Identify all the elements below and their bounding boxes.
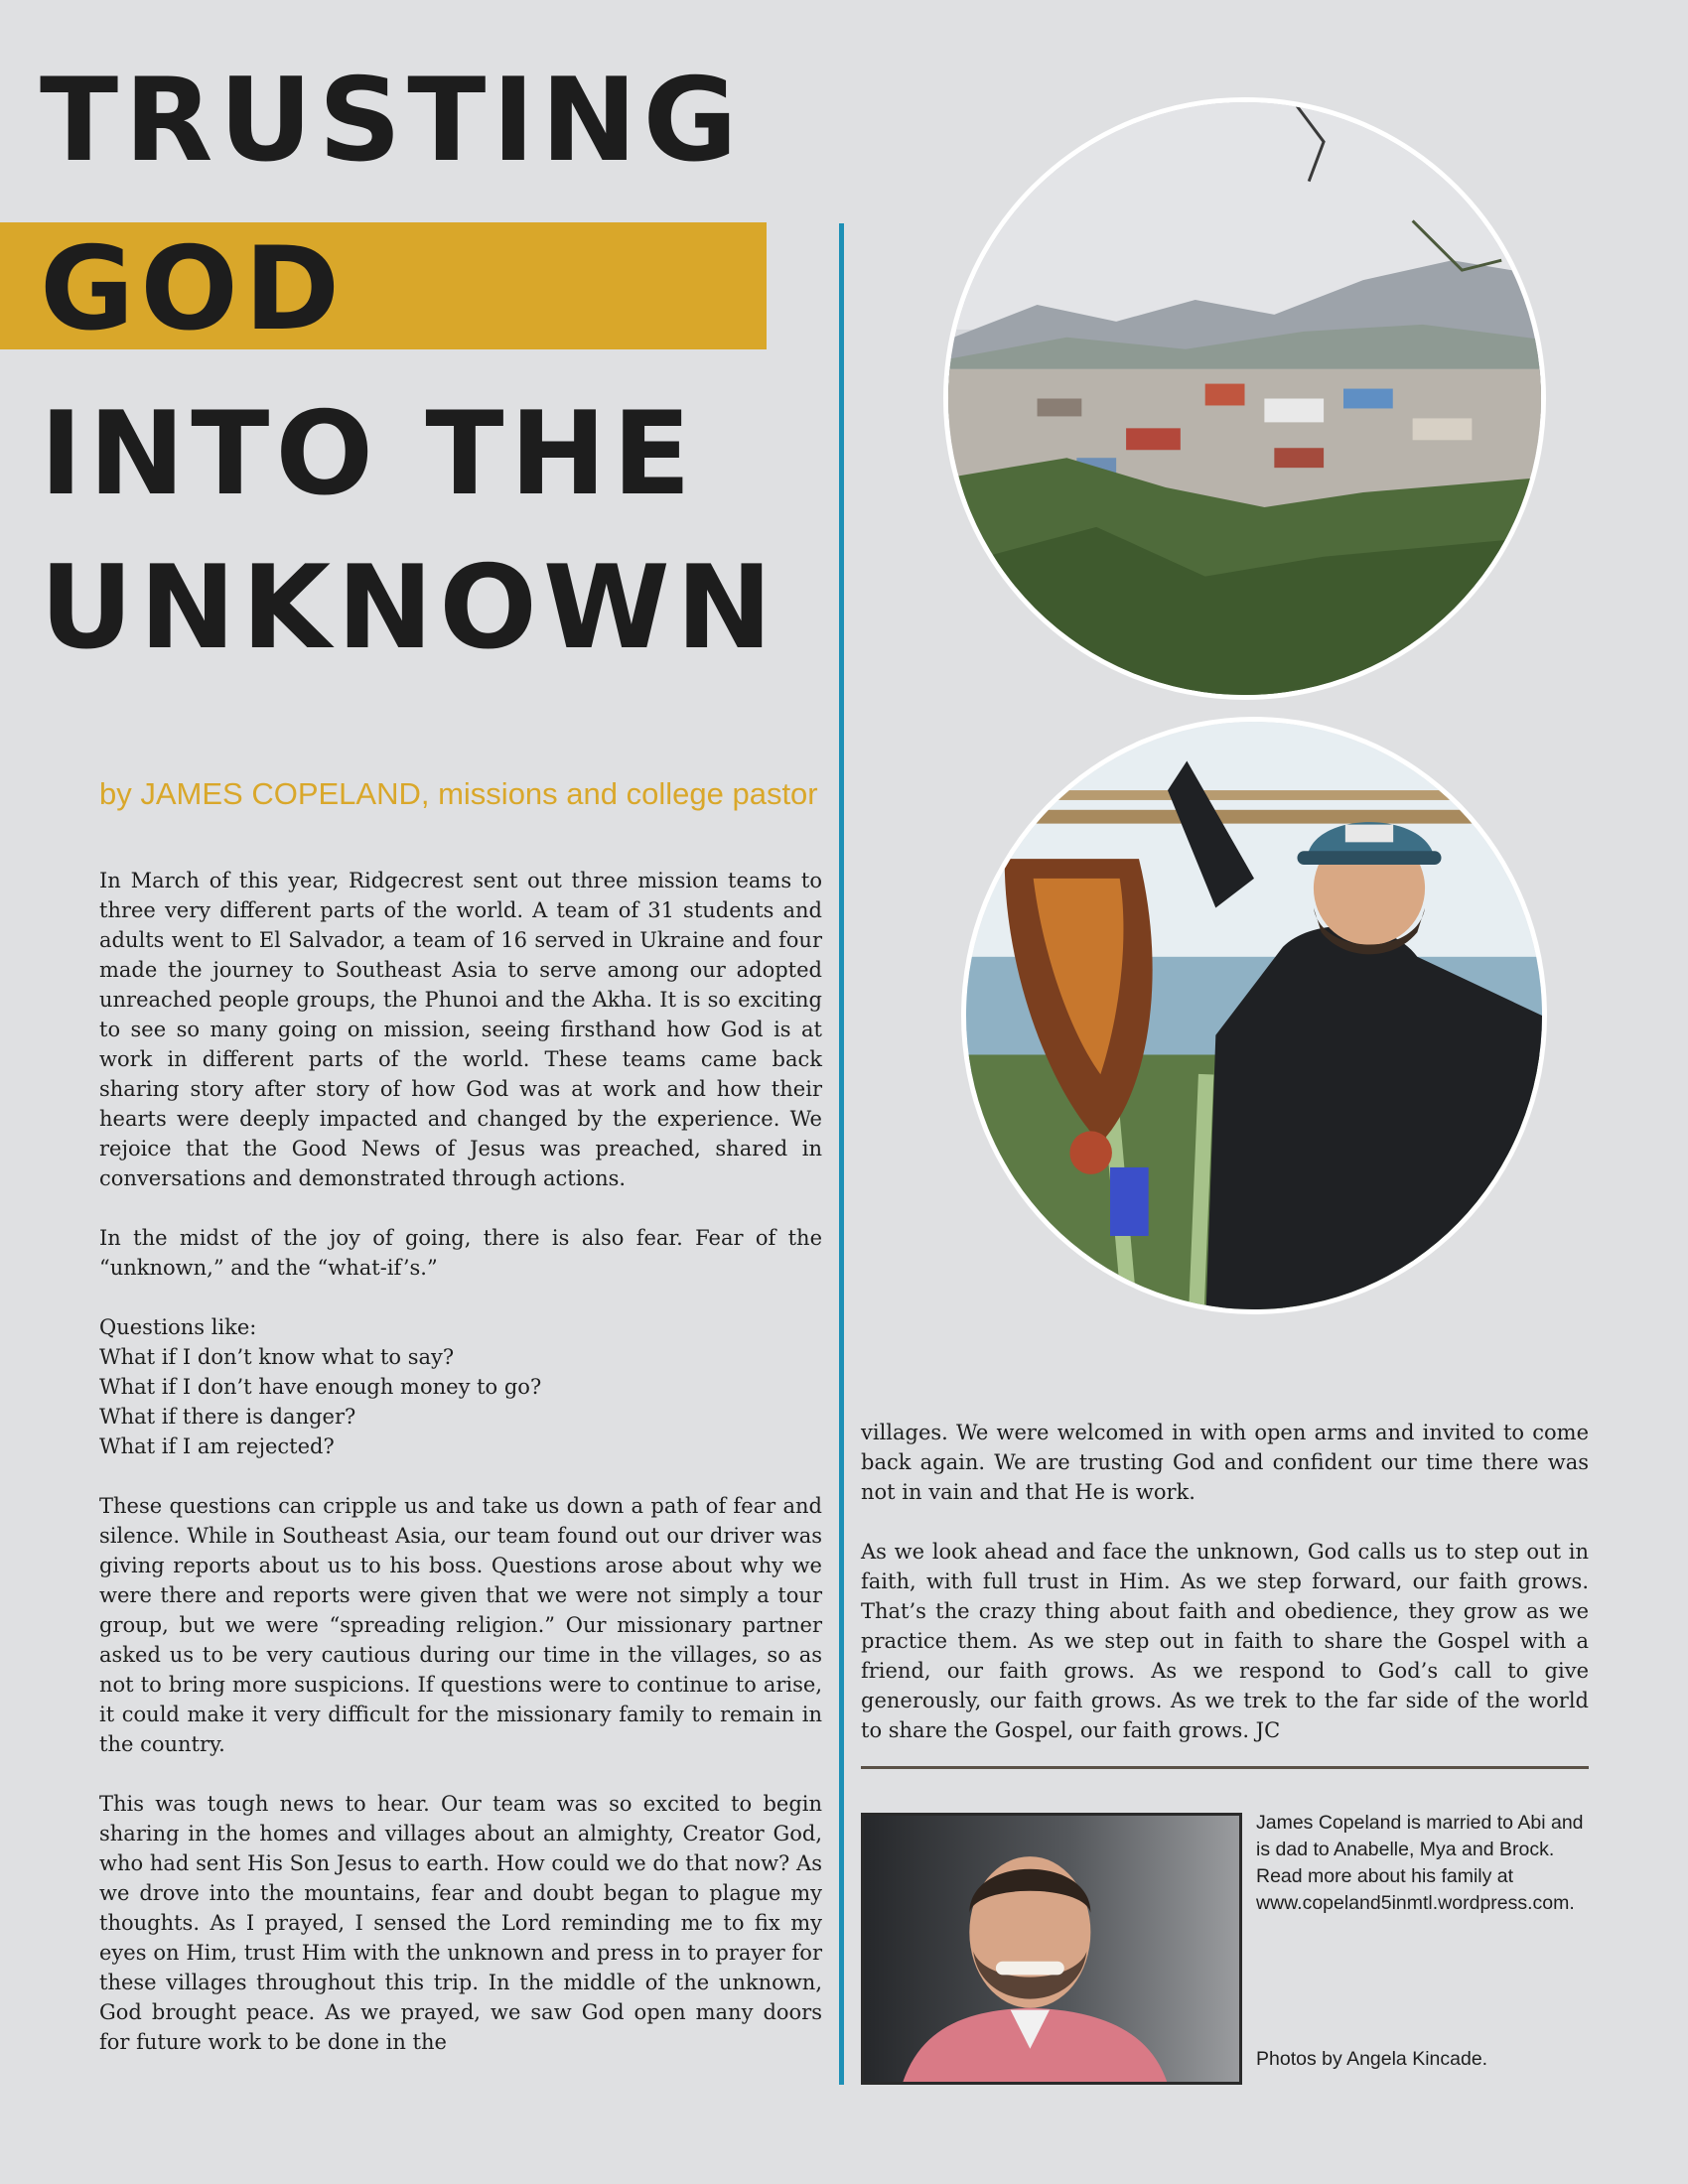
question-item: What if I don’t have enough money to go? — [99, 1375, 542, 1399]
author-headshot-photo — [861, 1813, 1242, 2085]
article-paragraph: villages. We were welcomed in with open arms and invited to come back again. We are trusting God and confident our time there was not in vain and that He is work. — [861, 1421, 1589, 1504]
article-column-right — [861, 1418, 1589, 1775]
headline-line-2: GOD — [40, 222, 347, 356]
byline: by JAMES COPELAND, missions and college pastor — [99, 776, 818, 811]
question-item: What if there is danger? — [99, 1405, 356, 1429]
author-bio: James Copeland is married to Abi and is dad to Anabelle, Mya and Brock. Read more about his family at www.copeland5inmtl.wordpress.com. — [1256, 1812, 1584, 1914]
question-item: What if I don’t know what to say? — [99, 1345, 455, 1369]
town-landscape-photo — [943, 97, 1546, 700]
article-paragraph: In March of this year, Ridgecrest sent out three mission teams to three very different parts of the world. A team of 31 students and adults went to El Salvador, a team of 16 served in Ukraine and four made the journey to Southeast Asia to serve among our adopted unreached people groups, the Phunoi and the Akha. It is so exciting to see so many going on mission, seeing firsthand how God is at work in different parts of the world. These teams came back sharing story after story of how God was at work and how their hearts were deeply impacted and changed by the experience. We rejoice that the Good News of Jesus was preached, shared in conversations and demonstrated through actions. — [99, 869, 822, 1190]
pastor-with-rooster-photo — [961, 717, 1547, 1314]
question-list — [99, 1312, 822, 1461]
article-column-left — [99, 866, 822, 2087]
bio-divider — [861, 1766, 1589, 1769]
column-divider — [839, 223, 844, 2085]
article-paragraph: As we look ahead and face the unknown, God calls us to step out in faith, with full trust in Him. As we step forward, our faith grows. That’s the crazy thing about faith and obedience, they grow as we practice them. As we step out in faith to share the Gospel with a friend, our faith grows. As we respond to God’s call to give generously, our faith grows. As we trek to the far side of the world to share the Gospel, our faith grows. JC — [861, 1540, 1589, 1742]
article-paragraph: This was tough news to hear. Our team was so excited to begin sharing in the homes and villages about an almighty, Creator God, who had sent His Son Jesus to earth. How could we do that now? As we drove into the mountains, fear and doubt began to plague my thoughts. As I prayed, I sensed the Lord reminding me to fix my eyes on Him, trust Him with the unknown and press in to prayer for these villages throughout this trip. In the middle of the unknown, God brought peace. As we prayed, we saw God open many doors for future work to be done in the — [99, 1792, 822, 2054]
photo-credit: Photos by Angela Kincade. — [1256, 2048, 1488, 2070]
article-paragraph: These questions can cripple us and take us down a path of fear and silence. While in Southeast Asia, our team found out our driver was giving reports about us to his boss. Questions arose about why we were there and reports were given that we were not simply a tour group, but we were “spreading religion.” Our missionary partner asked us to be very cautious during our time in the villages, so as not to bring more suspicions. If questions were to continue to arise, it could make it very difficult for the missionary family to remain in the country. — [99, 1494, 822, 1756]
question-intro: Questions like: — [99, 1315, 257, 1339]
headline-line-4: UNKNOWN — [40, 541, 778, 675]
article-paragraph: In the midst of the joy of going, there is also fear. Fear of the “unknown,” and the “what-if’s.” — [99, 1226, 822, 1280]
headline-line-1: TRUSTING — [40, 54, 744, 188]
headline-line-3: INTO THE — [40, 387, 697, 521]
question-item: What if I am rejected? — [99, 1434, 335, 1458]
